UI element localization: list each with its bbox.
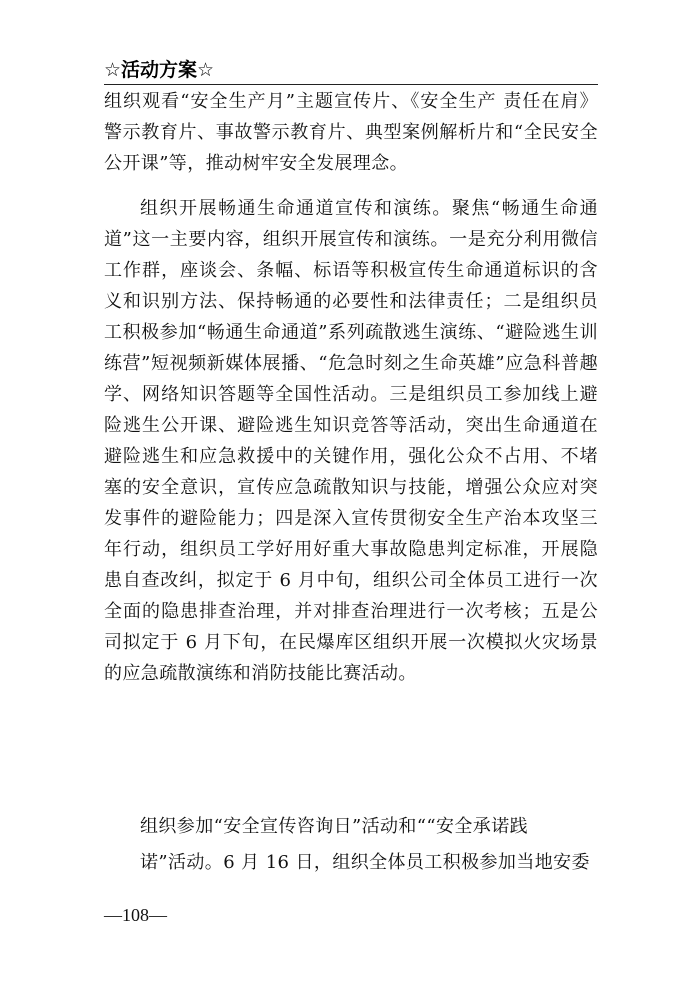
paragraph-3-line-1: 组织参加“安全宣传咨询日”活动和““安全承诺践 (140, 816, 529, 837)
page-header (104, 58, 598, 85)
body-text (104, 86, 598, 689)
page-number: —108— (104, 905, 167, 925)
paragraph-2: 组织开展畅通生命通道宣传和演练。聚焦“畅通生命通道”这一主要内容，组织开展宣传和演练。一是充分利用微信工作群，座谈会、条幅、标语等积极宣传生命通道标识的含义和识别方法、保持畅通的必要性和法律责任；二是组织员工积极参加“畅通生命通道”系列疏散逃生演练、“避险逃生训练营”短视频新媒体展播、“危急时刻之生命英雄”应急科普趣学、网络知识答题等全国性活动。三是组织员工参加线上避险逃生公开课、避险逃生知识竞答等活动，突出生命通道在避险逃生和应急救援中的关键作用，强化公众不占用、不堵塞的安全意识，宣传应急疏散知识与技能，增强公众应对突发事件的避险能力；四是深入宣传贯彻安全生产治本攻坚三年行动，组织员工学好用好重大事故隐患判定标准，开展隐患自查改纠，拟定于 6 月中旬，组织公司全体员工进行一次全面的隐患排查治理，并对排查治理进行一次考核；五是公司拟定于 6 月下旬，在民爆库区组织开展一次模拟火灾场景的应急疏散演练和消防技能比赛活动。 (104, 198, 598, 684)
paragraph-1: 组织观看“安全生产月”主题宣传片、《安全生产 责任在肩》警示教育片、事故警示教育片、典型案例解析片和“全民安全公开课”等，推动树牢安全发展理念。 (104, 91, 598, 174)
section-title: ☆活动方案☆ (104, 59, 215, 81)
paragraph-3-line-2: 诺”活动。6 月 16 日，组织全体员工积极参加当地安委 (140, 852, 590, 873)
